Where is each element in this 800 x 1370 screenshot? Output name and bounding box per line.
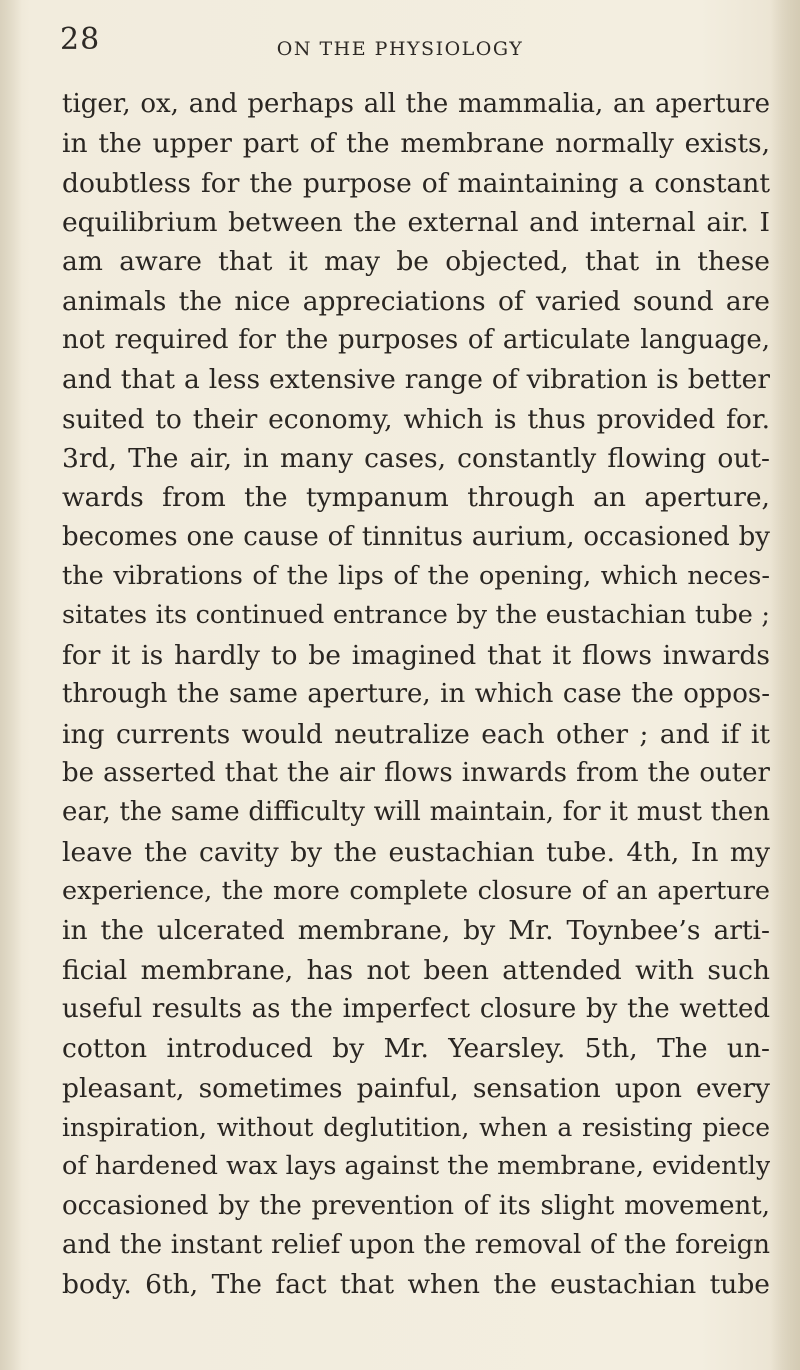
- text-line: 3rd, The air, in many cases, constantly flowing out-: [62, 443, 770, 475]
- page-edge-shadow: [770, 0, 800, 1370]
- text-line: body. 6th, The fact that when the eustachian tube: [62, 1269, 770, 1301]
- text-line: through the same aperture, in which case the oppos-: [62, 679, 770, 710]
- text-line: am aware that it may be objected, that in these: [62, 246, 770, 278]
- text-line: useful results as the imperfect closure by the wetted: [62, 993, 770, 1024]
- page-number: 28: [60, 22, 101, 57]
- text-line: the vibrations of the lips of the opening, which neces-: [62, 561, 770, 592]
- text-line: and the instant relief upon the removal of the foreign: [62, 1229, 770, 1260]
- text-line: doubtless for the purpose of maintaining a constant: [62, 167, 770, 199]
- text-line: leave the cavity by the eustachian tube. 4th, In my: [62, 836, 770, 868]
- text-line: ficial membrane, has not been attended with such: [62, 954, 770, 986]
- text-line: tiger, ox, and perhaps all the mammalia, an aperture: [62, 89, 770, 119]
- text-line: experience, the more complete closure of an aperture: [62, 875, 770, 906]
- text-line: animals the nice appreciations of varied sound are: [62, 285, 770, 317]
- page-gutter-shadow: [0, 0, 22, 1370]
- text-line: sitates its continued entrance by the eustachian tube ;: [62, 600, 770, 631]
- running-head: ON THE PHYSIOLOGY: [276, 38, 524, 60]
- text-line: in the ulcerated membrane, by Mr. Toynbee’s arti-: [62, 915, 770, 947]
- text-line: ing currents would neutralize each other ; and if it: [62, 718, 770, 750]
- text-line: and that a less extensive range of vibration is better: [62, 364, 770, 396]
- text-line: in the upper part of the membrane normally exists,: [62, 128, 770, 160]
- text-line: occasioned by the prevention of its slight movement,: [62, 1190, 770, 1221]
- text-line: becomes one cause of tinnitus aurium, occasioned by: [62, 521, 770, 552]
- text-line: suited to their economy, which is thus provided for.: [62, 403, 770, 435]
- text-line: wards from the tympanum through an aperture,: [62, 482, 770, 514]
- text-line: not required for the purposes of articulate language,: [62, 325, 770, 356]
- body-text: [62, 85, 770, 1305]
- text-line: of hardened wax lays against the membrane, evidently: [62, 1151, 770, 1182]
- text-line: inspiration, without deglutition, when a resisting piece: [62, 1112, 770, 1142]
- text-line: pleasant, sometimes painful, sensation upon every: [62, 1072, 770, 1104]
- text-line: cotton introduced by Mr. Yearsley. 5th, The un-: [62, 1033, 770, 1065]
- text-line: equilibrium between the external and internal air. I: [62, 207, 770, 239]
- text-line: for it is hardly to be imagined that it flows inwards: [62, 639, 770, 671]
- text-line: ear, the same difficulty will maintain, for it must then: [62, 797, 770, 828]
- text-line: be asserted that the air flows inwards from the outer: [62, 757, 770, 788]
